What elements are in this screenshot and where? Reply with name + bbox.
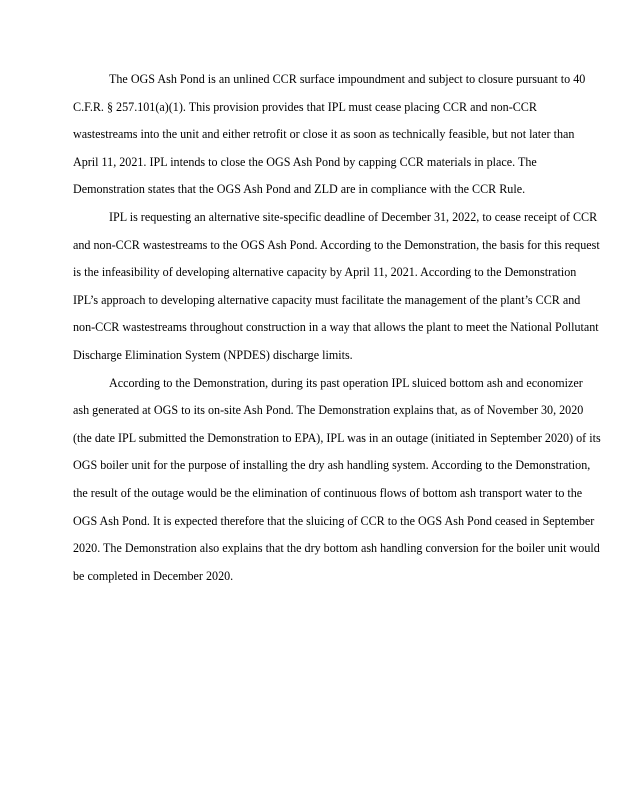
paragraph-ash-handling-outage: According to the Demonstration, during its past operation IPL sluiced bottom ash and economizer ash generated at OGS to its on-site Ash Pond. The Demonstration explains that, as of November 30, 2020 (the date IPL submitted the Demonstration to EPA), IPL was in an outage (initiated in September 2020) of its OGS boiler unit for the purpose of installing the dry ash handling system. According to the Demonstration, the result of the outage would be the elimination of continuous flows of bottom ash transport water to the OGS Ash Pond. It is expected therefore that the sluicing of CCR to the OGS Ash Pond ceased in September 2020. The Demonstration also explains that the dry bottom ash handling conversion for the boiler unit would be completed in December 2020. <box>73 375 601 583</box>
paragraph-closure-requirements: The OGS Ash Pond is an unlined CCR surface impoundment and subject to closure pursuant to 40 C.F.R. § 257.101(a)(1). This provision provides that IPL must cease placing CCR and non-CCR wastestreams into the unit and either retrofit or close it as soon as technically feasible, but not later than April 11, 2021. IPL intends to close the OGS Ash Pond by capping CCR materials in place. The Demonstration states that the OGS Ash Pond and ZLD are in compliance with the CCR Rule. <box>73 72 586 197</box>
document-body <box>73 66 601 590</box>
paragraph-alternative-deadline-request: IPL is requesting an alternative site-specific deadline of December 31, 2022, to cease receipt of CCR and non-CCR wastestreams to the OGS Ash Pond. According to the Demonstration, the basis for this request is the infeasibility of developing alternative capacity by April 11, 2021. According to the Demonstration IPL’s approach to developing alternative capacity must facilitate the management of the plant’s CCR and non-CCR wastestreams throughout construction in a way that allows the plant to meet the National Pollutant Discharge Elimination System (NPDES) discharge limits. <box>73 209 600 362</box>
